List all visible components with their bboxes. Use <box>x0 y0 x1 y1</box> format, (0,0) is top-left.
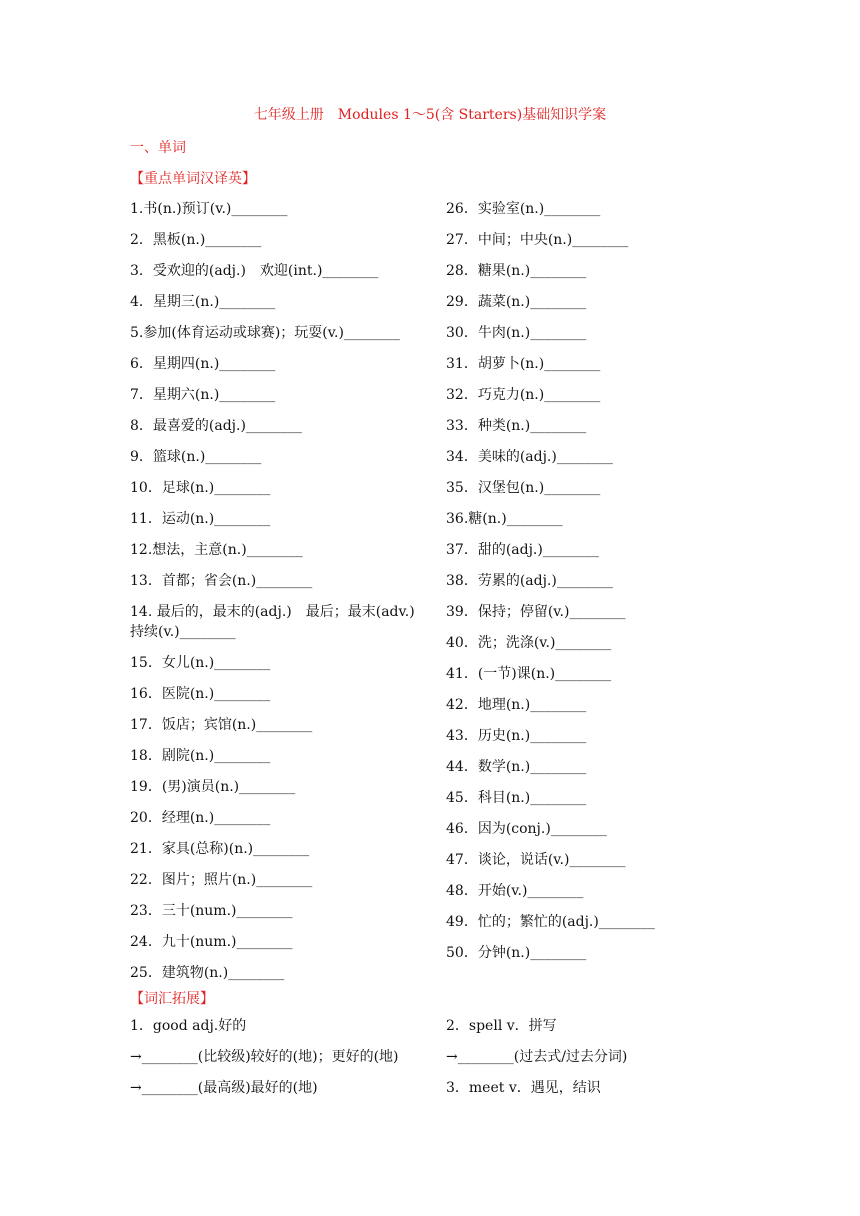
list-item: 14. 最后的，最末的(adj.) 最后；最末(adv.)持续(v.)________ <box>130 604 415 640</box>
list-item: 19．(男)演员(n.)________ <box>130 779 296 795</box>
list-item: 25．建筑物(n.)________ <box>130 965 285 981</box>
list-item: 2．黑板(n.)________ <box>130 232 262 248</box>
list-item: 10．足球(n.)________ <box>130 480 271 496</box>
list-item: →________(最高级)最好的(地) <box>130 1080 318 1096</box>
list-item: 7．星期六(n.)________ <box>130 387 276 403</box>
list-item: 38．劳累的(adj.)________ <box>446 573 613 589</box>
list-item: 15．女儿(n.)________ <box>130 655 271 671</box>
list-item: 21．家具(总称)(n.)________ <box>130 841 310 857</box>
list-item: 48．开始(v.)________ <box>446 883 584 899</box>
list-item: 45．科目(n.)________ <box>446 790 587 806</box>
subsection-heading-key-words: 【重点单词汉译英】 <box>130 171 256 187</box>
list-item: 36.糖(n.)________ <box>446 511 563 527</box>
list-item: 2．spell v．拼写 <box>446 1018 557 1034</box>
list-item: 41．(一节)课(n.)________ <box>446 666 612 682</box>
list-item: 6．星期四(n.)________ <box>130 356 276 372</box>
list-item: 37．甜的(adj.)________ <box>446 542 599 558</box>
list-item: 9．篮球(n.)________ <box>130 449 262 465</box>
list-item: 31．胡萝卜(n.)________ <box>446 356 601 372</box>
vocab-expansion-left <box>130 1016 440 1109</box>
list-item: 23．三十(num.)________ <box>130 903 293 919</box>
list-item: 28．糖果(n.)________ <box>446 263 587 279</box>
list-item: 46．因为(conj.)________ <box>446 821 607 837</box>
list-item: 35．汉堡包(n.)________ <box>446 480 601 496</box>
vocab-expansion-right <box>446 1016 746 1109</box>
list-item: 33．种类(n.)________ <box>446 418 587 434</box>
page-title: 七年级上册 Modules 1～5(含 Starters)基础知识学案 <box>253 107 607 123</box>
list-item: →________(过去式/过去分词) <box>446 1049 628 1065</box>
list-item: 26．实验室(n.)________ <box>446 201 601 217</box>
list-item: 49．忙的；繁忙的(adj.)________ <box>446 914 655 930</box>
list-item: 44．数学(n.)________ <box>446 759 587 775</box>
list-item: 1.书(n.)预订(v.)________ <box>130 201 288 217</box>
list-item: 13．首都；省会(n.)________ <box>130 573 313 589</box>
list-item: 3．meet v．遇见，结识 <box>446 1080 601 1096</box>
left-word-list <box>130 199 440 986</box>
list-item: 43．历史(n.)________ <box>446 728 587 744</box>
list-item: 47．谈论，说话(v.)________ <box>446 852 626 868</box>
subsection-heading-vocab-expansion: 【词汇拓展】 <box>130 991 214 1007</box>
list-item: 17．饭店；宾馆(n.)________ <box>130 717 313 733</box>
list-item: 4．星期三(n.)________ <box>130 294 276 310</box>
list-item: 11．运动(n.)________ <box>130 511 271 527</box>
list-item: 40．洗；洗涤(v.)________ <box>446 635 612 651</box>
list-item: 16．医院(n.)________ <box>130 686 271 702</box>
list-item: 12.想法，主意(n.)________ <box>130 542 303 558</box>
list-item: →________(比较级)较好的(地)；更好的(地) <box>130 1049 399 1065</box>
list-item: 50．分钟(n.)________ <box>446 945 587 961</box>
list-item: 1．good adj.好的 <box>130 1018 247 1034</box>
list-item: 34．美味的(adj.)________ <box>446 449 613 465</box>
list-item: 18．剧院(n.)________ <box>130 748 271 764</box>
list-item: 3．受欢迎的(adj.) 欢迎(int.)________ <box>130 263 379 279</box>
list-item: 20．经理(n.)________ <box>130 810 271 826</box>
list-item: 24．九十(num.)________ <box>130 934 293 950</box>
list-item: 5.参加(体育运动或球赛)；玩耍(v.)________ <box>130 325 400 341</box>
list-item: 32．巧克力(n.)________ <box>446 387 601 403</box>
list-item: 22．图片；照片(n.)________ <box>130 872 313 888</box>
list-item: 30．牛肉(n.)________ <box>446 325 587 341</box>
right-word-list <box>446 199 746 974</box>
list-item: 8．最喜爱的(adj.)________ <box>130 418 302 434</box>
list-item: 42．地理(n.)________ <box>446 697 587 713</box>
list-item: 39．保持；停留(v.)________ <box>446 604 626 620</box>
list-item: 29．蔬菜(n.)________ <box>446 294 587 310</box>
section-heading-words: 一、单词 <box>130 140 186 156</box>
list-item: 27．中间；中央(n.)________ <box>446 232 629 248</box>
